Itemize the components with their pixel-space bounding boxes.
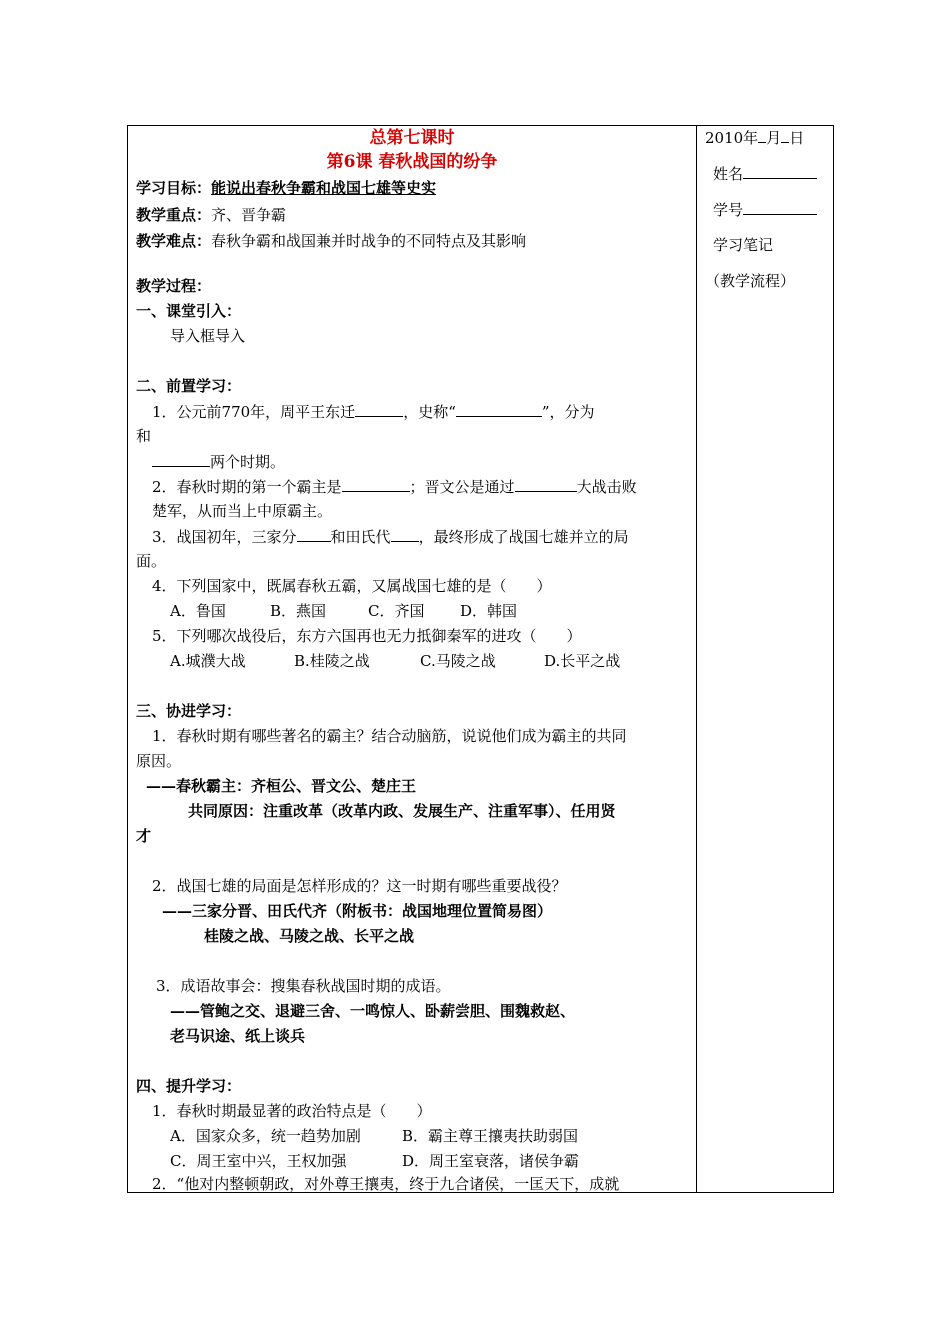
section1-heading: 一、课堂引入： bbox=[136, 302, 242, 320]
notes-column bbox=[697, 126, 833, 1192]
question-line: 4．下列国家中，既属春秋五霸，又属战国七雄的是（ ） bbox=[152, 577, 552, 595]
student-id-blank[interactable] bbox=[743, 200, 817, 215]
date-blank[interactable] bbox=[758, 128, 766, 143]
section4-heading: 四、提升学习： bbox=[136, 1077, 242, 1095]
teaching-flow-label: （教学流程） bbox=[705, 272, 796, 290]
answer-blank[interactable] bbox=[355, 402, 403, 417]
question-line: 原因。 bbox=[136, 752, 182, 770]
question-line: 5．下列哪次战役后，东方六国再也无力抵御秦军的进攻（ ） bbox=[152, 627, 582, 645]
objective-row bbox=[136, 179, 436, 197]
difficulty-text: 春秋争霸和战国兼并时战争的不同特点及其影响 bbox=[211, 232, 527, 250]
answer-blank[interactable] bbox=[456, 402, 542, 417]
option: B．燕国 bbox=[270, 602, 327, 620]
option: A.城濮大战 bbox=[170, 652, 246, 670]
question-line: 楚军，从而当上中原霸主。 bbox=[152, 502, 333, 520]
option: D．韩国 bbox=[460, 602, 518, 620]
lesson-title: 第6课 春秋战国的纷争 bbox=[326, 152, 498, 172]
answer-line: 才 bbox=[136, 827, 152, 845]
question-line: 2．春秋时期的第一个霸主是 ；晋文公是通过 大战击败 bbox=[152, 478, 637, 496]
date-line: 2010年 月 日 bbox=[705, 129, 805, 147]
answer-line: ——春秋霸主：齐桓公、晋文公、楚庄王 bbox=[146, 777, 417, 795]
section3-heading: 三、协进学习： bbox=[136, 702, 242, 720]
key-point-text: 齐、晋争霸 bbox=[211, 206, 287, 224]
objective-label: 学习目标： bbox=[136, 179, 212, 197]
difficulty-label: 教学难点： bbox=[136, 232, 212, 250]
question-line: 1．春秋时期最显著的政治特点是（ ） bbox=[152, 1102, 432, 1120]
answer-line: ——三家分晋、田氏代齐（附板书：战国地理位置简易图） bbox=[162, 902, 553, 920]
study-notes-label: 学习笔记 bbox=[713, 236, 774, 254]
question-line: 3．成语故事会：搜集春秋战国时期的成语。 bbox=[156, 977, 451, 995]
question-line: 和 bbox=[136, 427, 152, 445]
main-column bbox=[128, 126, 696, 1192]
option: C．周王室中兴，王权加强 bbox=[170, 1152, 347, 1170]
student-id-line bbox=[713, 200, 817, 219]
question-line: 1．公元前770年，周平王东迁 ，史称“ ”，分为 bbox=[152, 403, 595, 421]
question-line: 2．战国七雄的局面是怎样形成的？这一时期有哪些重要战役？ bbox=[152, 877, 567, 895]
name-blank[interactable] bbox=[743, 164, 817, 179]
name-line bbox=[713, 164, 817, 183]
option: C．齐国 bbox=[368, 602, 425, 620]
answer-line: ——管鲍之交、退避三舍、一鸣惊人、卧薪尝胆、围魏救赵、 bbox=[170, 1002, 576, 1020]
question-line: 两个时期。 bbox=[152, 452, 285, 471]
answer-line: 老马识途、纸上谈兵 bbox=[170, 1027, 306, 1045]
key-point-row bbox=[136, 206, 286, 224]
process-heading: 教学过程： bbox=[136, 277, 212, 295]
option: D.长平之战 bbox=[544, 652, 621, 670]
question-line: 1．春秋时期有哪些著名的霸主？结合动脑筋，说说他们成为霸主的共同 bbox=[152, 727, 627, 745]
question-line: 2．“他对内整顿朝政，对外尊王攘夷，终于九合诸侯，一匡天下，成就 bbox=[152, 1175, 620, 1192]
key-point-label: 教学重点： bbox=[136, 206, 212, 224]
question-line: 3．战国初年，三家分 和田氏代 ，最终形成了战国七雄并立的局 bbox=[152, 528, 629, 546]
answer-blank[interactable] bbox=[391, 527, 419, 542]
answer-blank[interactable] bbox=[515, 477, 577, 492]
date-blank[interactable] bbox=[781, 128, 789, 143]
answer-blank[interactable] bbox=[297, 527, 331, 542]
section1-text: 导入框导入 bbox=[170, 327, 246, 345]
answer-blank[interactable] bbox=[152, 452, 210, 467]
question-line: 面。 bbox=[136, 552, 167, 570]
student-id-label: 学号 bbox=[713, 201, 744, 219]
answer-line: 桂陵之战、马陵之战、长平之战 bbox=[204, 927, 415, 945]
lesson-number-title: 总第七课时 bbox=[369, 128, 455, 148]
option: B．霸主尊王攘夷扶助弱国 bbox=[402, 1127, 579, 1145]
name-label: 姓名 bbox=[713, 165, 744, 183]
option: A．国家众多，统一趋势加剧 bbox=[170, 1127, 361, 1145]
difficulty-row bbox=[136, 232, 526, 250]
option: C.马陵之战 bbox=[420, 652, 496, 670]
section2-heading: 二、前置学习： bbox=[136, 377, 242, 395]
option: A．鲁国 bbox=[170, 602, 226, 620]
answer-line: 共同原因：注重改革（改革内政、发展生产、注重军事）、任用贤 bbox=[188, 802, 616, 820]
option: D．周王室衰落，诸侯争霸 bbox=[402, 1152, 580, 1170]
option: B.桂陵之战 bbox=[294, 652, 370, 670]
answer-blank[interactable] bbox=[342, 477, 410, 492]
objective-text: 能说出春秋争霸和战国七雄等史实 bbox=[211, 179, 437, 197]
